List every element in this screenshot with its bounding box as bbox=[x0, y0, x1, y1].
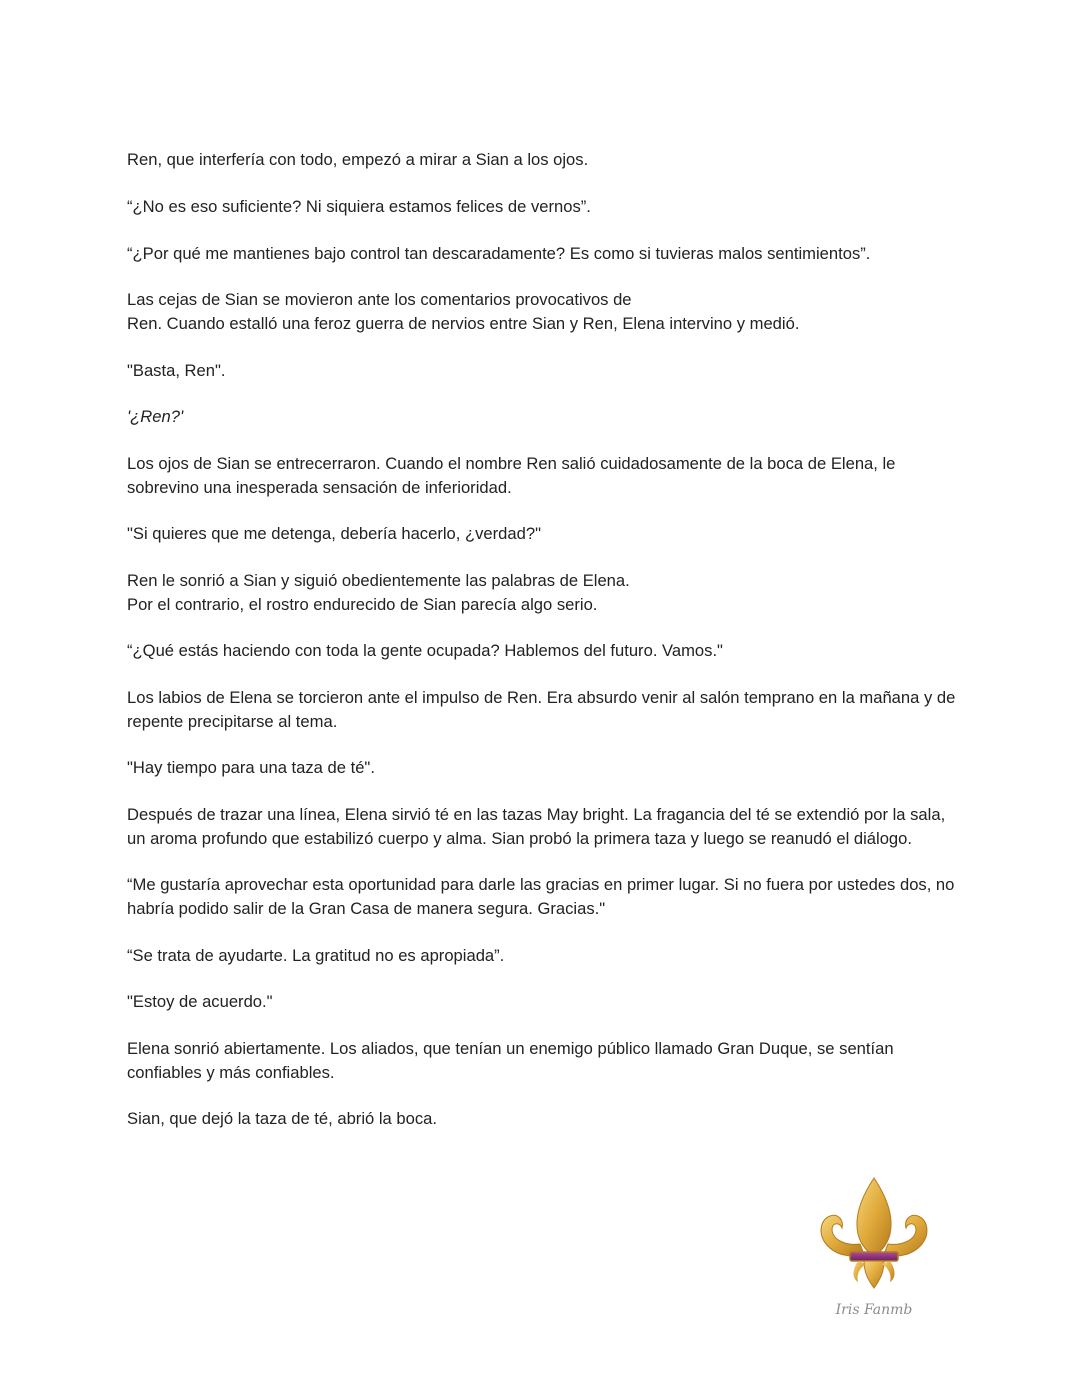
paragraph: Después de trazar una línea, Elena sirvió té en las tazas May bright. La fragancia del té se extendió por la sala, un aroma profundo que estabilizó cuerpo y alma. Sian probó la primera taza y luego se reanudó el diálogo. bbox=[127, 805, 946, 848]
paragraph: Elena sonrió abiertamente. Los aliados, que tenían un enemigo público llamado Gran Duque, se sentían confiables y más confiables. bbox=[127, 1039, 894, 1082]
paragraph: “¿No es eso suficiente? Ni siquiera estamos felices de vernos”. bbox=[127, 196, 591, 216]
fleur-de-lis-icon bbox=[812, 1172, 936, 1322]
paragraph: “¿Por qué me mantienes bajo control tan descaradamente? Es como si tuvieras malos sentimientos”. bbox=[127, 243, 871, 263]
paragraph: Los ojos de Sian se entrecerraron. Cuando el nombre Ren salió cuidadosamente de la boca de Elena, le sobrevino una inesperada sensación de inferioridad. bbox=[127, 454, 896, 497]
paragraph: "Si quieres que me detenga, debería hacerlo, ¿verdad?" bbox=[127, 524, 541, 544]
paragraph: Los labios de Elena se torcieron ante el impulso de Ren. Era absurdo venir al salón temprano en la mañana y de repente precipitarse al tema. bbox=[127, 688, 956, 731]
paragraph: “Me gustaría aprovechar esta oportunidad para darle las gracias en primer lugar. Si no fuera por ustedes dos, no habría podido salir de la Gran Casa de manera segura. Gracias." bbox=[127, 875, 955, 918]
paragraph: Ren le sonrió a Sian y siguió obedientemente las palabras de Elena. Por el contrario, el rostro endurecido de Sian parecía algo serio. bbox=[127, 571, 630, 614]
paragraph: '¿Ren?' bbox=[127, 407, 184, 427]
paragraph: "Estoy de acuerdo." bbox=[127, 992, 273, 1012]
logo-signature: Iris Fanmb bbox=[835, 1302, 913, 1318]
paragraph: Las cejas de Sian se movieron ante los comentarios provocativos de Ren. Cuando estalló una feroz guerra de nervios entre Sian y Ren, Elena intervino y medió. bbox=[127, 290, 800, 333]
paragraph: Ren, que interfería con todo, empezó a mirar a Sian a los ojos. bbox=[127, 150, 589, 169]
paragraph: "Hay tiempo para una taza de té". bbox=[127, 758, 375, 778]
paragraph: “¿Qué estás haciendo con toda la gente ocupada? Hablemos del futuro. Vamos." bbox=[127, 641, 723, 661]
document-body bbox=[127, 148, 957, 1154]
paragraph: “Se trata de ayudarte. La gratitud no es apropiada”. bbox=[127, 945, 505, 965]
paragraph: "Basta, Ren". bbox=[127, 360, 226, 380]
watermark-logo bbox=[812, 1172, 936, 1322]
paragraph: Sian, que dejó la taza de té, abrió la boca. bbox=[127, 1109, 437, 1129]
